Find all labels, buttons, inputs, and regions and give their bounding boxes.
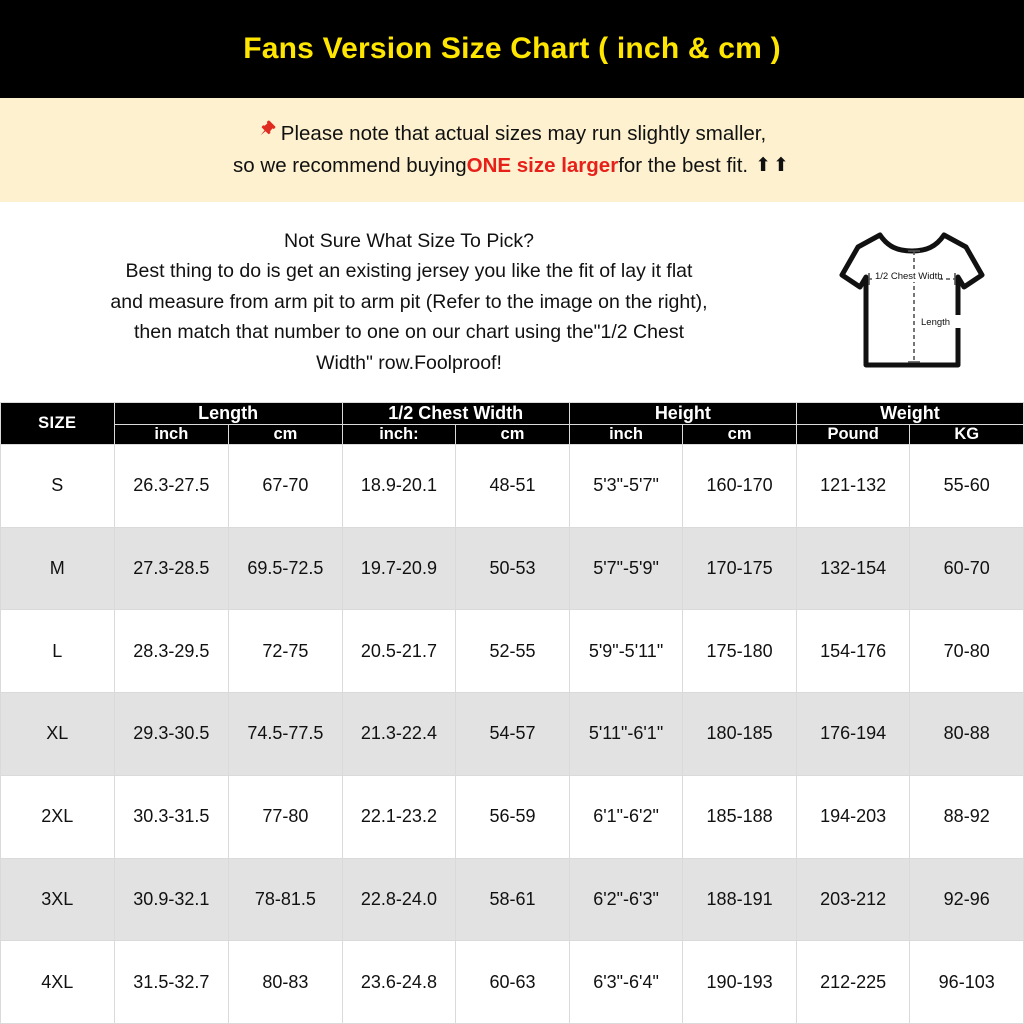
help-line-4: then match that number to one on our chart using the"1/2 Chest [133, 321, 684, 344]
cell-height-cm: 185-188 [683, 775, 797, 858]
cell-weight-kg: 88-92 [910, 775, 1024, 858]
sub-header-height-cm: cm [683, 425, 797, 445]
cell-chest-inch: 22.8-24.0 [342, 858, 456, 941]
help-line-2: Best thing to do is get an existing jersey you like the fit of lay it flat [125, 260, 693, 283]
cell-weight-kg: 96-103 [910, 941, 1024, 1024]
page-title: Fans Version Size Chart ( inch & cm ) [243, 32, 781, 65]
cell-weight-kg: 92-96 [910, 858, 1024, 941]
table-row [1, 858, 1024, 941]
notice-text-2-prefix: so we recommend buying [233, 154, 467, 177]
cell-size: 2XL [1, 775, 115, 858]
sub-header-weight-pound: Pound [796, 425, 910, 445]
cell-chest-cm: 50-53 [456, 527, 570, 610]
cell-length-cm: 74.5-77.5 [229, 693, 343, 776]
up-arrows-icon: ⬆⬆ [755, 155, 791, 177]
cell-chest-inch: 21.3-22.4 [342, 693, 456, 776]
cell-weight-pound: 194-203 [796, 775, 910, 858]
table-row [1, 445, 1024, 528]
cell-length-cm: 80-83 [229, 941, 343, 1024]
column-header-weight: Weight [796, 403, 1023, 425]
cell-weight-pound: 203-212 [796, 858, 910, 941]
page-header [0, 0, 1024, 98]
sub-header-length-inch: inch [114, 425, 229, 445]
sub-header-length-cm: cm [229, 425, 343, 445]
cell-height-inch: 5'9"-5'11" [569, 610, 683, 693]
size-table-container [0, 402, 1024, 1024]
cell-weight-pound: 132-154 [796, 527, 910, 610]
sub-header-chest-inch: inch: [342, 425, 456, 445]
cell-height-cm: 160-170 [683, 445, 797, 528]
cell-length-inch: 31.5-32.7 [114, 941, 229, 1024]
sub-header-height-inch: inch [569, 425, 683, 445]
cell-length-cm: 77-80 [229, 775, 343, 858]
cell-chest-cm: 52-55 [456, 610, 570, 693]
cell-height-inch: 6'2"-6'3" [569, 858, 683, 941]
diagram-label-chest: 1/2 Chest Width [875, 271, 943, 282]
pushpin-icon [258, 118, 277, 147]
table-sub-header-row [1, 425, 1024, 445]
table-row [1, 610, 1024, 693]
cell-weight-kg: 70-80 [910, 610, 1024, 693]
cell-chest-cm: 56-59 [456, 775, 570, 858]
cell-chest-inch: 18.9-20.1 [342, 445, 456, 528]
cell-length-inch: 30.9-32.1 [114, 858, 229, 941]
table-row [1, 527, 1024, 610]
cell-height-inch: 5'7"-5'9" [569, 527, 683, 610]
cell-size: XL [1, 693, 115, 776]
table-body [1, 445, 1024, 1024]
cell-weight-pound: 154-176 [796, 610, 910, 693]
cell-length-cm: 78-81.5 [229, 858, 343, 941]
help-text [6, 226, 814, 378]
cell-size: M [1, 527, 115, 610]
cell-weight-kg: 80-88 [910, 693, 1024, 776]
column-header-size: SIZE [1, 403, 115, 445]
notice-emphasis: ONE size larger [466, 154, 619, 177]
help-section [0, 202, 1024, 402]
column-header-half-chest-width: 1/2 Chest Width [342, 403, 569, 425]
cell-size: L [1, 610, 115, 693]
table-group-header-row [1, 403, 1024, 425]
cell-size: 3XL [1, 858, 115, 941]
notice-text-2-suffix: for the best fit. [618, 154, 749, 177]
cell-size: S [1, 445, 115, 528]
cell-weight-kg: 60-70 [910, 527, 1024, 610]
cell-length-inch: 29.3-30.5 [114, 693, 229, 776]
cell-weight-pound: 121-132 [796, 445, 910, 528]
notice-text-1: Please note that actual sizes may run slightly smaller, [280, 122, 767, 146]
sub-header-weight-kg: KG [910, 425, 1024, 445]
help-line-5: Width" row.Foolproof! [316, 351, 502, 374]
help-line-1: Not Sure What Size To Pick? [284, 229, 534, 252]
cell-length-cm: 67-70 [229, 445, 343, 528]
table-row [1, 941, 1024, 1024]
cell-length-inch: 28.3-29.5 [114, 610, 229, 693]
diagram-label-length: Length [921, 317, 951, 328]
column-header-length: Length [114, 403, 342, 425]
cell-height-cm: 180-185 [683, 693, 797, 776]
cell-height-inch: 6'1"-6'2" [569, 775, 683, 858]
tshirt-measure-diagram-icon [814, 212, 1010, 392]
cell-chest-cm: 58-61 [456, 858, 570, 941]
cell-chest-cm: 54-57 [456, 693, 570, 776]
cell-height-cm: 170-175 [683, 527, 797, 610]
cell-height-inch: 5'11"-6'1" [569, 693, 683, 776]
cell-length-inch: 27.3-28.5 [114, 527, 229, 610]
cell-chest-cm: 48-51 [456, 445, 570, 528]
table-row [1, 775, 1024, 858]
cell-chest-inch: 19.7-20.9 [342, 527, 456, 610]
sub-header-chest-cm: cm [456, 425, 570, 445]
column-header-height: Height [569, 403, 796, 425]
cell-length-cm: 69.5-72.5 [229, 527, 343, 610]
cell-length-cm: 72-75 [229, 610, 343, 693]
cell-size: 4XL [1, 941, 115, 1024]
cell-weight-kg: 55-60 [910, 445, 1024, 528]
cell-height-inch: 5'3"-5'7" [569, 445, 683, 528]
cell-chest-inch: 23.6-24.8 [342, 941, 456, 1024]
cell-chest-inch: 22.1-23.2 [342, 775, 456, 858]
cell-height-cm: 188-191 [683, 858, 797, 941]
cell-weight-pound: 176-194 [796, 693, 910, 776]
help-line-3: and measure from arm pit to arm pit (Refer to the image on the right), [110, 290, 708, 313]
cell-chest-inch: 20.5-21.7 [342, 610, 456, 693]
notice-line-1 [258, 118, 766, 150]
cell-length-inch: 26.3-27.5 [114, 445, 229, 528]
cell-weight-pound: 212-225 [796, 941, 910, 1024]
size-chart-table [0, 402, 1024, 1024]
cell-length-inch: 30.3-31.5 [114, 775, 229, 858]
cell-height-cm: 175-180 [683, 610, 797, 693]
cell-height-inch: 6'3"-6'4" [569, 941, 683, 1024]
notice-banner [0, 98, 1024, 202]
table-row [1, 693, 1024, 776]
notice-line-2 [233, 150, 791, 182]
cell-height-cm: 190-193 [683, 941, 797, 1024]
table-head [1, 403, 1024, 445]
cell-chest-cm: 60-63 [456, 941, 570, 1024]
